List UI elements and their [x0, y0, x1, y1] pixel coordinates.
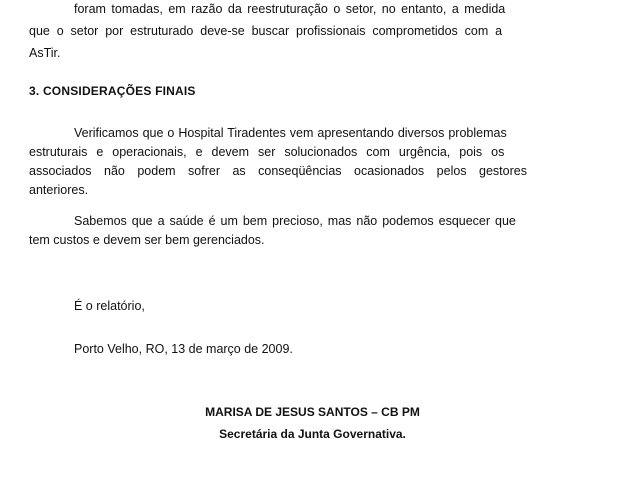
intro-line-3: AsTir. — [29, 46, 61, 60]
paragraph-1-line-1: Verificamos que o Hospital Tiradentes vem apresentando diversos problemas — [74, 126, 507, 140]
paragraph-1 — [29, 124, 607, 200]
paragraph-1-line-3: associados não podem sofrer as conseqüências ocasionados pelos gestores — [29, 164, 527, 178]
intro-line-2: que o setor por estruturado deve-se buscar profissionais comprometidos com a — [29, 24, 503, 38]
place-date: Porto Velho, RO, 13 de março de 2009. — [74, 342, 293, 356]
intro-line-1: foram tomadas, em razão da reestruturação o setor, no entanto, a medida — [74, 2, 506, 16]
signature-title: Secretária da Junta Governativa. — [219, 427, 406, 441]
closing-statement: É o relatório, — [74, 299, 145, 313]
section-heading: 3. CONSIDERAÇÕES FINAIS — [29, 84, 196, 98]
intro-paragraph — [29, 0, 607, 64]
paragraph-1-line-4: anteriores. — [29, 183, 89, 197]
paragraph-2-line-1: Sabemos que a saúde é um bem precioso, mas não podemos esquecer que — [74, 214, 516, 228]
paragraph-2 — [29, 212, 607, 250]
signature-name: MARISA DE JESUS SANTOS – CB PM — [205, 405, 420, 419]
paragraph-1-line-2: estruturais e operacionais, e devem ser solucionados com urgência, pois os — [29, 145, 505, 159]
paragraph-2-line-2: tem custos e devem ser bem gerenciados. — [29, 233, 265, 247]
